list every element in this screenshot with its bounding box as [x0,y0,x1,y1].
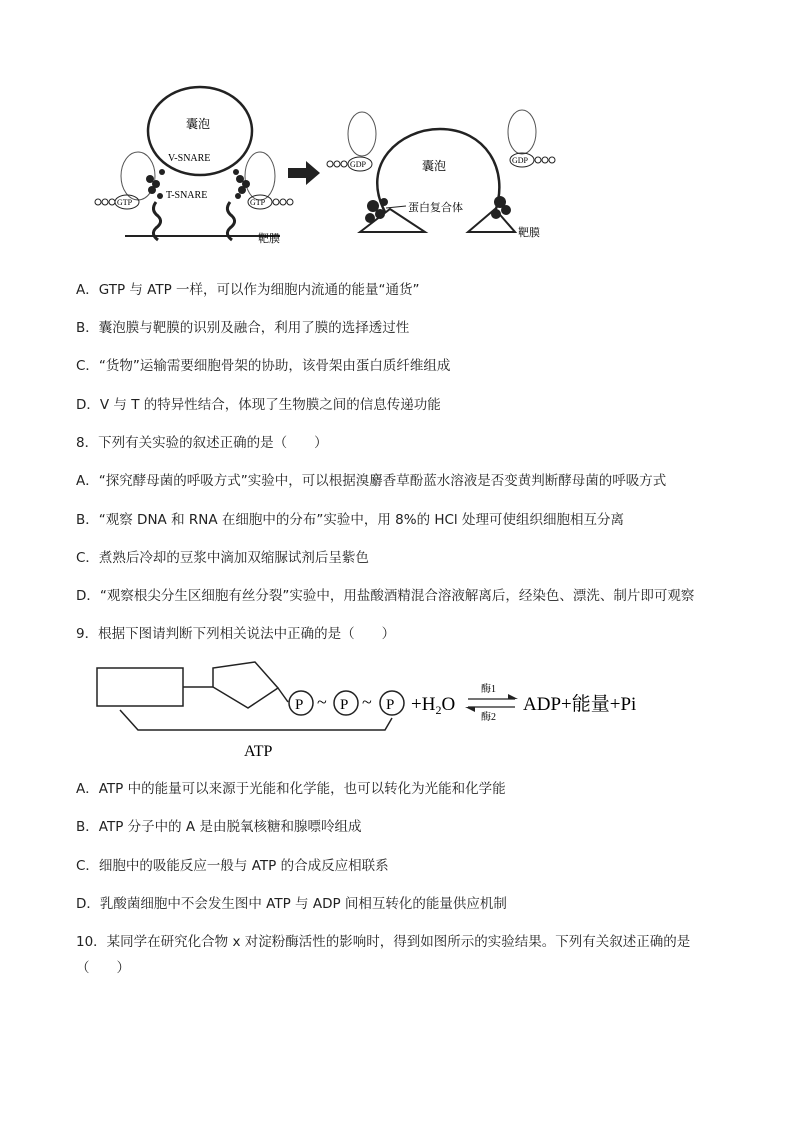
atp-structure-figure [90,658,660,768]
q10-stem-line-1: 10．某同学在研究化合物 x 对淀粉酶活性的影响时，得到如图所示的实验结果。下列有关叙述正确的是 [76,934,691,950]
gtp-left-label: GTP [117,198,133,207]
gdp-left-chain [327,161,347,167]
q9-stem: 9．根据下图请判断下列相关说法中正确的是（ ） [76,626,396,642]
water-subscript: 2 [435,703,442,717]
ribose-pentagon [213,662,278,708]
t-snare-label: T-SNARE [166,190,208,201]
q9-option-d: D．乳酸菌细胞中不会发生图中 ATP 与 ADP 间相互转化的能量供应机制 [76,896,507,912]
oval-right-panel-right [508,110,536,154]
q7-option-b: B．囊泡膜与靶膜的识别及融合，利用了膜的选择透过性 [76,320,410,336]
receptor-left [153,202,160,240]
q9-option-c: C．细胞中的吸能反应一般与 ATP 的合成反应相联系 [76,858,389,874]
forward-arrow-head [508,694,518,699]
high-energy-bond-1: ~ [317,692,327,712]
enzyme-1-label: 酶1 [481,684,496,695]
v-snare-label: V-SNARE [168,153,211,164]
water-o: O [441,694,456,715]
high-energy-bond-2: ~ [362,692,372,712]
water-plus-h: +H [411,694,436,715]
gdp-right-label: GDP [512,156,529,165]
q8-option-d: D．“观察根尖分生区细胞有丝分裂”实验中，用盐酸酒精混合溶液解离后，经染色、漂洗、制片即可观察 [76,588,695,604]
vesicle-label-right: 囊泡 [422,159,447,173]
gtp-right-label: GTP [250,198,266,207]
snare-fusion-figure [90,84,560,254]
enzyme-2-label: 酶2 [481,712,496,723]
protein-complex-label: 蛋白复合体 [408,202,463,214]
gdp-right-chain [535,157,555,163]
q10-stem-line-2: （ ） [76,960,130,976]
receptor-right [227,202,234,240]
atp-bracket-label: ATP [244,743,273,760]
phosphate-3-label: P [386,697,395,713]
q9-option-b: B．ATP 分子中的 A 是由脱氧核糖和腺嘌呤组成 [76,819,362,835]
phosphate-1-label: P [295,697,304,713]
transition-arrow [288,161,320,185]
phosphate-2-label: P [340,697,349,713]
q7-option-a: A．GTP 与 ATP 一样，可以作为细胞内流通的能量“通货” [76,282,420,298]
gtp-right-chain [273,199,293,205]
adenine-box [97,668,183,706]
reaction-products: ADP+能量+Pi [523,694,637,715]
oval-right [245,152,275,200]
ribose-phosphate-bond [278,688,288,702]
q7-option-c: C．“货物”运输需要细胞骨架的协助，该骨架由蛋白质纤维组成 [76,358,451,374]
target-membrane-left-label: 靶膜 [258,233,280,245]
target-membrane-right-label: 靶膜 [518,227,540,239]
q9-option-a: A．ATP 中的能量可以来源于光能和化学能，也可以转化为光能和化学能 [76,781,506,797]
q8-option-b: B．“观察 DNA 和 RNA 在细胞中的分布”实验中，用 8%的 HCl 处理可使组织细胞相互分离 [76,512,624,528]
q8-stem: 8．下列有关实验的叙述正确的是（ ） [76,435,328,451]
reverse-arrow-head [465,707,475,712]
snare-complex-right [233,169,250,199]
water-term [411,694,455,717]
q7-option-d: D．V 与 T 的特异性结合，体现了生物膜之间的信息传递功能 [76,397,441,413]
gtp-left-chain [95,199,115,205]
q8-option-a: A．“探究酵母菌的呼吸方式”实验中，可以根据溴麝香草酚蓝水溶液是否变黄判断酵母菌的呼吸方式 [76,473,667,489]
oval-right-panel-left [348,112,376,156]
protein-complex-pointer [386,206,406,208]
vesicle-label-left: 囊泡 [186,117,211,131]
gdp-left-label: GDP [350,160,367,169]
q8-option-c: C．煮熟后冷却的豆浆中滴加双缩脲试剂后呈紫色 [76,550,369,566]
